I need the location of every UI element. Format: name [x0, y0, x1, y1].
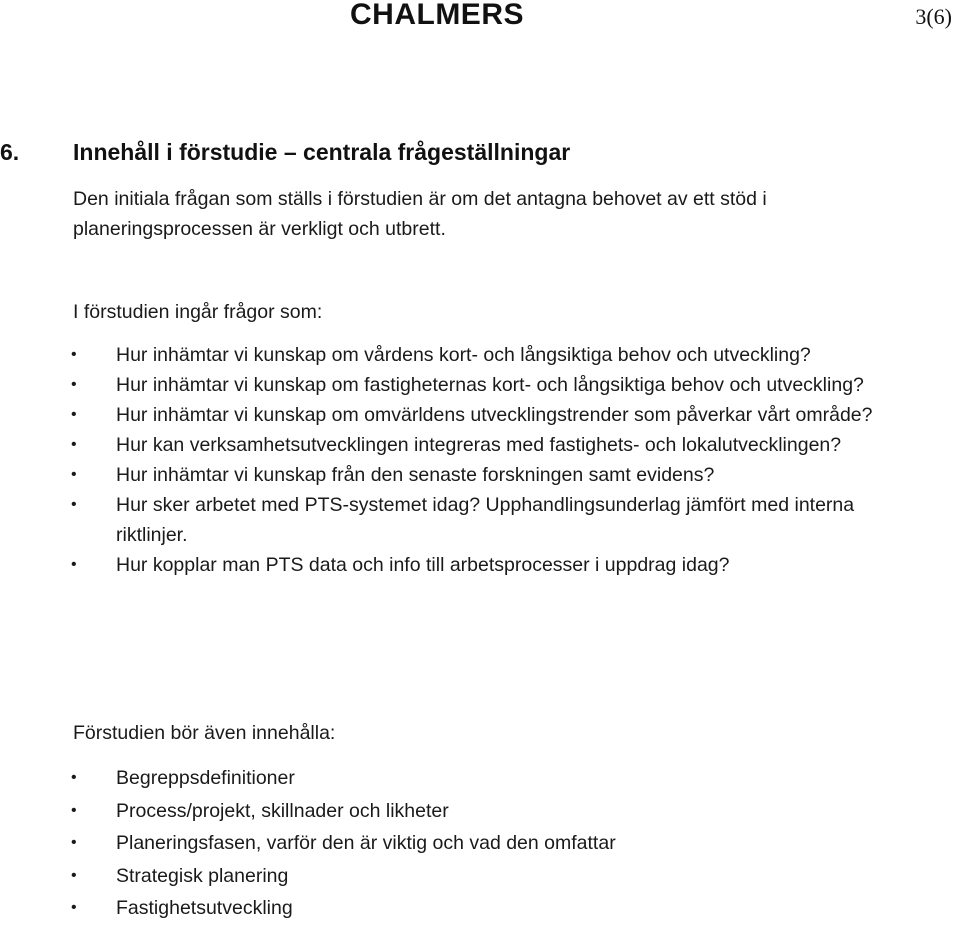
- section-number: 6.: [0, 139, 20, 165]
- list-item-text: Hur inhämtar vi kunskap om omvärldens utvecklingstrender som påverkar vårt område?: [116, 404, 873, 426]
- list-item-text: Planeringsfasen, varför den är viktig och vad den omfattar: [116, 832, 616, 854]
- bullet-icon: •: [71, 466, 77, 483]
- list-item: [0, 892, 960, 925]
- bullet-icon: •: [71, 346, 77, 363]
- bullet-icon: •: [71, 556, 77, 573]
- list-item-text: Hur inhämtar vi kunskap från den senaste forskningen samt evidens?: [116, 464, 715, 486]
- list-item-text: Hur inhämtar vi kunskap om fastigheternas kort- och långsiktiga behov och utveckling?: [116, 374, 864, 396]
- list-item-text: Hur kopplar man PTS data och info till arbetsprocesser i uppdrag idag?: [116, 554, 730, 576]
- intro-paragraph: Den initiala frågan som ställs i förstudien är om det antagna behovet av ett stöd i planeringsprocessen är verkligt och utbrett.: [73, 188, 767, 240]
- bullet-icon: •: [71, 436, 77, 453]
- bullet-icon: •: [71, 899, 77, 916]
- bullet-icon: •: [71, 376, 77, 393]
- list-item: [0, 340, 960, 370]
- list-item: [0, 370, 960, 400]
- bullet-icon: •: [71, 801, 77, 819]
- bullet-icon: •: [71, 496, 77, 513]
- bullet-icon: •: [71, 866, 77, 884]
- list-item-text: Process/projekt, skillnader och likheter: [116, 799, 449, 822]
- list-item: [0, 795, 960, 828]
- list-item-text: Strategisk planering: [116, 864, 289, 887]
- bullet-icon: •: [71, 834, 77, 851]
- list-item-text: Hur kan verksamhetsutvecklingen integreras med fastighets- och lokalutvecklingen?: [116, 434, 842, 456]
- list-item-text: Hur inhämtar vi kunskap om vårdens kort- och långsiktiga behov och utveckling?: [116, 344, 811, 366]
- page-number: 3(6): [915, 4, 952, 29]
- contents-lead: Förstudien bör även innehålla:: [73, 722, 336, 744]
- list-item: [0, 762, 960, 795]
- questions-list: [0, 340, 960, 580]
- list-item: [0, 860, 960, 893]
- list-item: [0, 490, 960, 550]
- list-item-text: Fastighetsutveckling: [116, 897, 293, 919]
- list-item: [0, 400, 960, 430]
- contents-list: [0, 762, 960, 925]
- chalmers-logo: CHALMERS: [350, 0, 524, 31]
- bullet-icon: •: [71, 769, 77, 786]
- list-item-text: Hur sker arbetet med PTS-systemet idag? Upphandlingsunderlag jämfört med interna riktlinjer.: [116, 494, 855, 546]
- list-item: [0, 460, 960, 490]
- list-item: [0, 430, 960, 460]
- questions-lead: I förstudien ingår frågor som:: [73, 301, 323, 323]
- list-item: [0, 827, 960, 860]
- list-item-text: Begreppsdefinitioner: [116, 767, 295, 789]
- section-title: Innehåll i förstudie – centrala frågeställningar: [73, 139, 571, 165]
- list-item: [0, 550, 960, 580]
- bullet-icon: •: [71, 406, 77, 423]
